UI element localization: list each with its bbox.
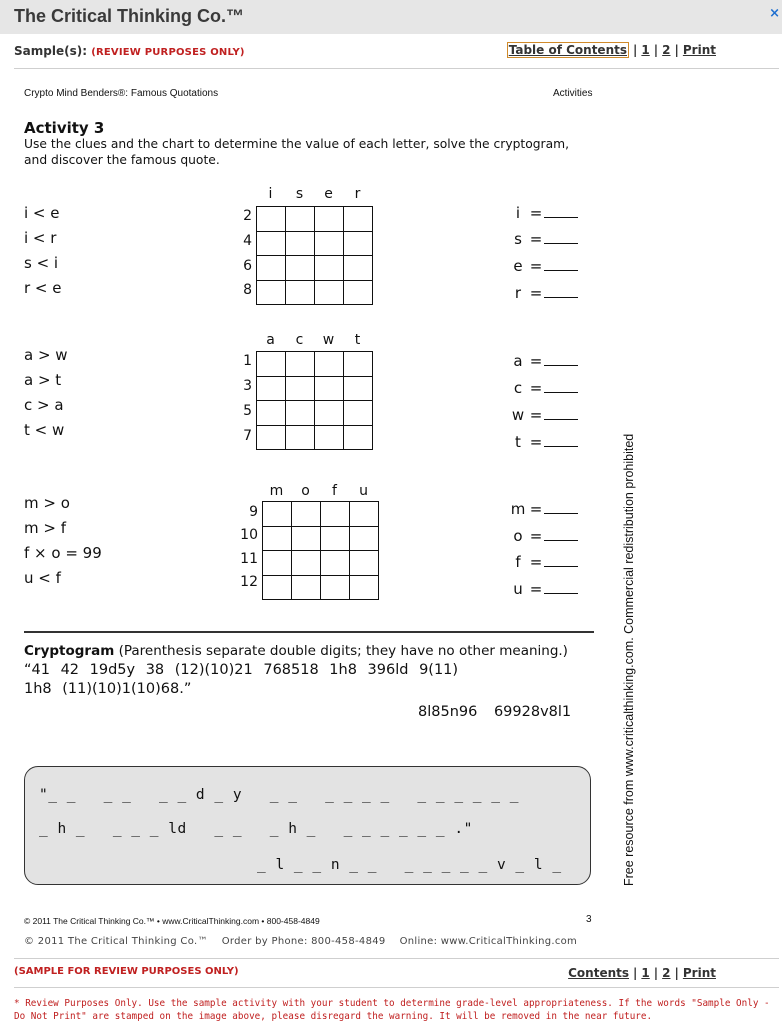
answer-row [508, 433, 578, 451]
grid-cell[interactable] [315, 376, 344, 401]
grid-cell[interactable] [315, 207, 344, 232]
print-link[interactable]: Print [682, 43, 716, 57]
top-nav [507, 43, 716, 57]
clue: m > o [24, 494, 70, 512]
grid-cell[interactable] [286, 352, 315, 377]
grid-cell[interactable] [257, 401, 286, 426]
grid-cell[interactable] [257, 425, 286, 450]
answer-letter: e [513, 257, 523, 275]
activity-title: Activity 3 [24, 119, 105, 137]
grid-cell[interactable] [263, 526, 292, 551]
grid-column-label: w [322, 332, 335, 348]
grid-cell[interactable] [257, 256, 286, 281]
grid-row-label: 9 [249, 504, 258, 520]
nav-separator: | [653, 966, 659, 980]
answer-blank[interactable] [544, 435, 578, 447]
grid-cell[interactable] [292, 551, 321, 576]
grid-cell[interactable] [344, 425, 373, 450]
nav-separator: | [633, 966, 638, 980]
grid-cell[interactable] [350, 526, 379, 551]
grid-cell[interactable] [315, 425, 344, 450]
bottom-sample-note: (SAMPLE FOR REVIEW PURPOSES ONLY) [14, 966, 239, 977]
grid-cell[interactable] [350, 502, 379, 527]
equals-sign: = [529, 553, 543, 571]
redistribution-notice: Free resource from www.criticalthinking.com. Commercial redistribution prohibited [622, 433, 636, 886]
grid-row-label: 7 [243, 428, 252, 444]
grid-cell[interactable] [315, 352, 344, 377]
clue: m > f [24, 519, 66, 537]
grid-row-label: 1 [243, 353, 252, 369]
logic-grid [256, 351, 373, 450]
section-divider [24, 631, 594, 633]
clue: r < e [24, 279, 62, 297]
page-number: 3 [586, 914, 592, 925]
print-link[interactable]: Print [682, 966, 716, 980]
grid-cell[interactable] [286, 376, 315, 401]
answer-row [508, 230, 578, 248]
answer-letter: s [514, 230, 522, 248]
grid-cell[interactable] [292, 575, 321, 600]
review-disclaimer: * Review Purposes Only. Use the sample activity with your student to determine grade-level appropriateness. If the words "Sample Only - Do Not Print" are stamped on the image above, please disregard the warning. It will be removed in the near future. [14, 998, 770, 1022]
clue: c > a [24, 396, 64, 414]
grid-cell[interactable] [257, 231, 286, 256]
page-footer [24, 936, 577, 947]
answer-letter: f [515, 553, 521, 571]
grid-row-label: 6 [243, 258, 252, 274]
quote-answer-line[interactable]: _ h _ _ _ _ ld _ _ _ h _ _ _ _ _ _ _ ." [39, 821, 473, 837]
grid-cell[interactable] [350, 575, 379, 600]
grid-cell[interactable] [263, 551, 292, 576]
answer-blank[interactable] [544, 381, 578, 393]
grid-cell[interactable] [257, 207, 286, 232]
grid-row-label: 4 [243, 233, 252, 249]
grid-cell[interactable] [344, 256, 373, 281]
grid-cell[interactable] [344, 401, 373, 426]
grid-row-label: 12 [240, 574, 258, 590]
cryptogram-note: (Parenthesis separate double digits; they have no other meaning.) [118, 643, 568, 659]
grid-cell[interactable] [321, 502, 350, 527]
grid-column-label: u [359, 483, 368, 499]
grid-row-label: 3 [243, 378, 252, 394]
grid-column-label: c [295, 332, 304, 348]
bottom-nav [568, 966, 716, 980]
quote-answer-box[interactable] [24, 766, 591, 885]
close-icon[interactable]: × [769, 6, 780, 21]
grid-cell[interactable] [315, 256, 344, 281]
equals-sign: = [529, 433, 543, 451]
nav-separator: | [633, 43, 638, 57]
answer-row [508, 284, 578, 302]
answer-letter: c [513, 379, 523, 397]
clue: t < w [24, 421, 65, 439]
book-title: Crypto Mind Benders®: Famous Quotations [24, 88, 219, 99]
answer-blank[interactable] [544, 286, 578, 298]
equals-sign: = [529, 500, 543, 518]
grid-cell[interactable] [344, 376, 373, 401]
grid-cell[interactable] [344, 207, 373, 232]
grid-column-label: e [324, 186, 333, 202]
grid-cell[interactable] [286, 280, 315, 305]
grid-cell[interactable] [286, 425, 315, 450]
answer-letter: r [514, 284, 522, 302]
clue: a > w [24, 346, 68, 364]
worksheet-page [0, 70, 782, 960]
cryptogram-heading [24, 643, 568, 659]
grid-cell[interactable] [315, 280, 344, 305]
nav-separator: | [674, 966, 679, 980]
answer-blank[interactable] [544, 502, 578, 514]
clue: u < f [24, 569, 61, 587]
page-2-link[interactable]: 2 [662, 43, 671, 57]
grid-column-label: r [354, 186, 361, 202]
answer-letter: m [510, 500, 526, 518]
equals-sign: = [529, 580, 543, 598]
grid-cell[interactable] [344, 352, 373, 377]
grid-cell[interactable] [315, 231, 344, 256]
footer-phone: Order by Phone: 800-458-4849 [221, 936, 386, 947]
answer-blank[interactable] [544, 206, 578, 218]
instructions: Use the clues and the chart to determine the value of each letter, solve the cryptogram, and discover the famous quote. [24, 137, 570, 167]
clue: i < r [24, 229, 57, 247]
footer-online: Online: www.CriticalThinking.com [399, 936, 578, 947]
sample-label [14, 44, 245, 58]
answer-blank[interactable] [544, 582, 578, 594]
grid-cell[interactable] [286, 207, 315, 232]
grid-column-label: o [301, 483, 310, 499]
answer-row [508, 500, 578, 518]
answer-row [508, 580, 578, 598]
quote-answer-line[interactable]: "_ _ _ _ _ _ d _ y _ _ _ _ _ _ _ _ _ _ _ _ [39, 787, 519, 803]
answer-letter: t [515, 433, 521, 451]
grid-column-label: i [268, 186, 273, 202]
grid-cell[interactable] [263, 575, 292, 600]
top-bar [0, 0, 782, 34]
answer-row [508, 352, 578, 370]
answer-row [508, 204, 578, 222]
grid-column-label: t [354, 332, 361, 348]
answer-blank[interactable] [544, 259, 578, 271]
grid-cell[interactable] [344, 280, 373, 305]
answer-row [508, 257, 578, 275]
equals-sign: = [529, 527, 543, 545]
section-label: Activities [553, 88, 593, 99]
grid-cell[interactable] [344, 231, 373, 256]
grid-row-label: 11 [240, 551, 258, 567]
page-footer-small: © 2011 The Critical Thinking Co.™ • www.CriticalThinking.com • 800-458-4849 [24, 916, 320, 926]
grid-cell[interactable] [350, 551, 379, 576]
cryptogram-line: 1h8 (11)(10)1(10)68.” [24, 681, 192, 697]
answer-letter: o [513, 527, 523, 545]
divider [14, 987, 779, 988]
cryptogram-text [24, 661, 594, 699]
grid-cell[interactable] [321, 526, 350, 551]
answer-row [508, 553, 578, 571]
cryptogram-attribution: 8l85n96 69928v8l1 [418, 704, 572, 720]
clue: f × o = 99 [24, 544, 102, 562]
cryptogram-line: “41 42 19d5y 38 (12)(10)21 768518 1h8 396ld 9(11) [24, 662, 459, 678]
page-2-link[interactable]: 2 [662, 966, 671, 980]
answer-blank[interactable] [544, 232, 578, 244]
grid-row-label: 8 [243, 282, 252, 298]
nav-separator: | [674, 43, 679, 57]
grid-cell[interactable] [321, 575, 350, 600]
grid-column-label: f [332, 483, 337, 499]
answer-letter: u [513, 580, 523, 598]
clue: i < e [24, 204, 60, 222]
equals-sign: = [529, 257, 543, 275]
grid-cell[interactable] [292, 502, 321, 527]
answer-row [508, 406, 578, 424]
brand-title: The Critical Thinking Co.™ [14, 6, 245, 26]
grid-cell[interactable] [321, 551, 350, 576]
grid-cell[interactable] [315, 401, 344, 426]
quote-answer-line[interactable]: _ l _ _ n _ _ _ _ _ _ _ v _ l _ [257, 857, 562, 873]
grid-row-label: 5 [243, 403, 252, 419]
contents-link[interactable]: Contents [568, 966, 629, 980]
answer-letter: i [515, 204, 521, 222]
grid-cell[interactable] [286, 256, 315, 281]
equals-sign: = [529, 204, 543, 222]
answer-blank[interactable] [544, 408, 578, 420]
footer-copyright: © 2011 The Critical Thinking Co.™ [24, 936, 208, 947]
answer-blank[interactable] [544, 555, 578, 567]
grid-column-label: m [269, 483, 284, 499]
equals-sign: = [529, 230, 543, 248]
equals-sign: = [529, 284, 543, 302]
equals-sign: = [529, 379, 543, 397]
table-of-contents-link[interactable]: Table of Contents [508, 43, 627, 57]
page-1-link[interactable]: 1 [641, 43, 650, 57]
equals-sign: = [529, 406, 543, 424]
cryptogram-label: Cryptogram [24, 643, 115, 659]
answer-blank[interactable] [544, 354, 578, 366]
grid-cell[interactable] [257, 280, 286, 305]
grid-cell[interactable] [292, 526, 321, 551]
grid-cell[interactable] [286, 401, 315, 426]
equals-sign: = [529, 352, 543, 370]
answer-letter: a [513, 352, 523, 370]
sample-label-text: Sample(s): [14, 44, 87, 58]
grid-cell[interactable] [286, 231, 315, 256]
logic-grid [262, 501, 379, 600]
answer-blank[interactable] [544, 529, 578, 541]
grid-row-label: 2 [243, 208, 252, 224]
divider [14, 68, 779, 69]
grid-column-label: s [295, 186, 304, 202]
clue: s < i [24, 254, 59, 272]
grid-cell[interactable] [263, 502, 292, 527]
answer-letter: w [511, 406, 525, 424]
clue: a > t [24, 371, 62, 389]
sample-note: (REVIEW PURPOSES ONLY) [91, 47, 245, 58]
nav-separator: | [653, 43, 659, 57]
page-1-link[interactable]: 1 [641, 966, 650, 980]
logic-grid [256, 206, 373, 305]
answer-row [508, 379, 578, 397]
grid-row-label: 10 [240, 527, 258, 543]
answer-row [508, 527, 578, 545]
grid-cell[interactable] [257, 376, 286, 401]
grid-cell[interactable] [257, 352, 286, 377]
grid-column-label: a [266, 332, 275, 348]
divider [14, 958, 779, 959]
